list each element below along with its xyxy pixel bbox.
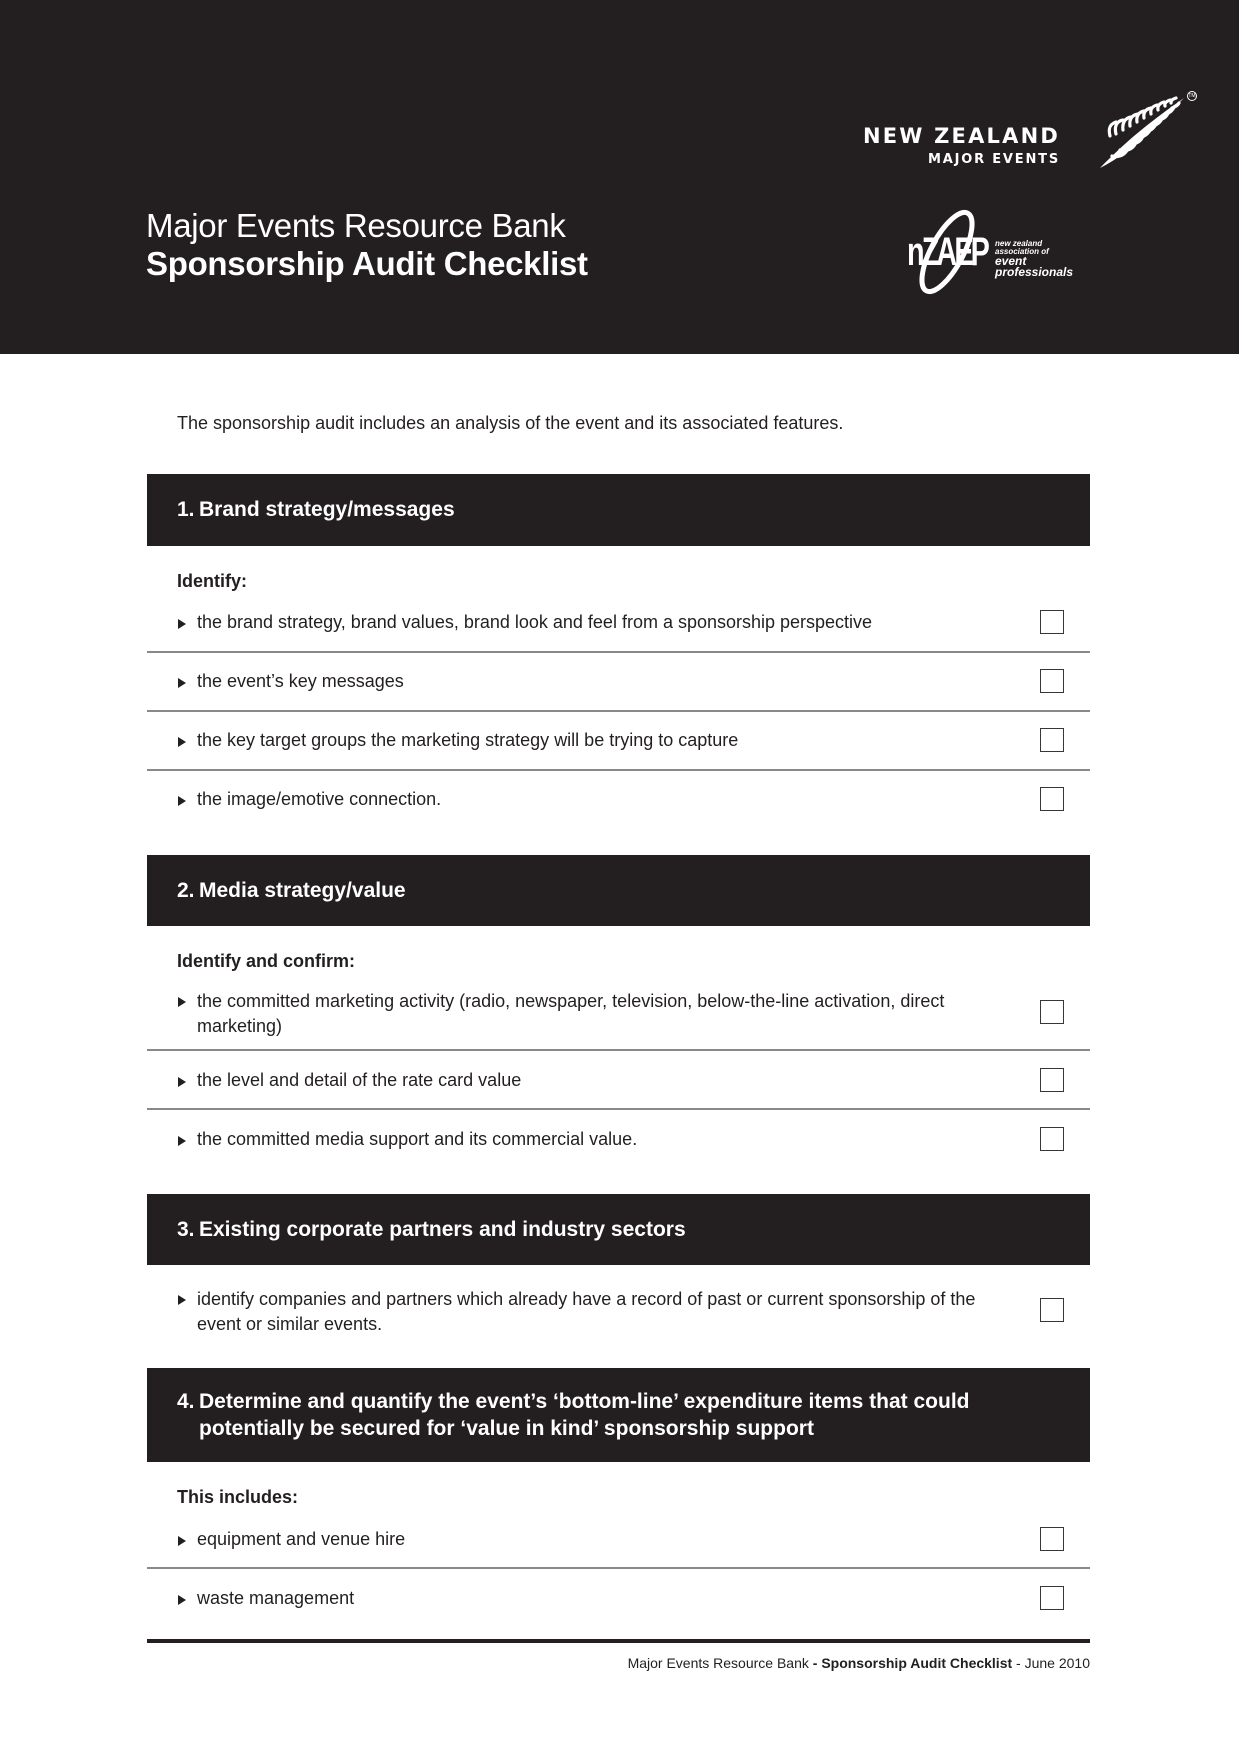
section-3-title — [177, 1216, 686, 1243]
section-4-number: 4. — [177, 1390, 195, 1413]
footer-document-title: - Sponsorship Audit Checklist — [808, 1655, 1013, 1671]
nzaep-big-text — [995, 256, 1073, 278]
nzaep-letters: nZAEP — [907, 230, 988, 274]
section-4-header — [147, 1368, 1090, 1462]
footer-text — [628, 1655, 1090, 1671]
footer-resource-bank: Major Events Resource Bank — [627, 1655, 809, 1671]
item-text: the committed marketing activity (radio, newspaper, television, below-the-line activation, direct marketing) — [197, 991, 945, 1036]
item-text: the committed media support and its commercial value. — [197, 1129, 638, 1149]
item-checkbox[interactable] — [1040, 1298, 1064, 1322]
intro-text: The sponsorship audit includes an analysis of the event and its associated features. — [177, 413, 844, 433]
divider — [147, 710, 1090, 712]
silver-fern-icon — [1098, 92, 1188, 172]
triangle-bullet-icon — [178, 1136, 186, 1146]
item-checkbox[interactable] — [1040, 1586, 1064, 1610]
document-title: Sponsorship Audit Checklist — [146, 245, 588, 282]
item-text: waste management — [197, 1588, 355, 1608]
trademark-icon: TM — [1188, 93, 1196, 99]
nz-logo-name: NEW ZEALAND — [862, 124, 1060, 148]
triangle-bullet-icon — [178, 1536, 186, 1546]
divider — [147, 1567, 1090, 1569]
divider — [147, 1108, 1090, 1110]
item-text: the brand strategy, brand values, brand look and feel from a sponsorship perspective — [197, 612, 873, 632]
section-2-header — [147, 855, 1090, 926]
item-checkbox[interactable] — [1040, 1527, 1064, 1551]
triangle-bullet-icon — [178, 619, 186, 629]
section-1-header — [147, 474, 1090, 546]
section-4-title-line-2: potentially be secured for ‘value in kind’ sponsorship support — [199, 1417, 814, 1440]
item-checkbox[interactable] — [1040, 669, 1064, 693]
triangle-bullet-icon — [178, 737, 186, 747]
triangle-bullet-icon — [178, 796, 186, 806]
section-1-title — [177, 496, 455, 523]
section-4-title-line-1: Determine and quantify the event’s ‘bottom-line’ expenditure items that could — [199, 1390, 970, 1413]
nzaep-line-3: event — [995, 254, 1027, 268]
item-text: equipment and venue hire — [197, 1529, 406, 1549]
section-1-subhead: Identify: — [177, 571, 247, 591]
section-1-number: 1. — [177, 498, 195, 521]
nz-major-events-logo — [862, 88, 1210, 178]
section-3-header — [147, 1194, 1090, 1265]
item-text: identify companies and partners which already have a record of past or current sponsorship of the event or similar events. — [197, 1289, 976, 1334]
section-3-number: 3. — [177, 1218, 195, 1241]
item-checkbox[interactable] — [1040, 1068, 1064, 1092]
item-checkbox[interactable] — [1040, 610, 1064, 634]
item-text: the key target groups the marketing strategy will be trying to capture — [197, 730, 739, 750]
item-checkbox[interactable] — [1040, 728, 1064, 752]
page-header — [0, 0, 1239, 354]
item-checkbox[interactable] — [1040, 787, 1064, 811]
item-text: the image/emotive connection. — [197, 789, 442, 809]
item-checkbox[interactable] — [1040, 1127, 1064, 1151]
nz-logo-sub: MAJOR EVENTS — [928, 152, 1060, 167]
section-2-number: 2. — [177, 879, 195, 902]
item-text: the level and detail of the rate card value — [197, 1070, 522, 1090]
section-3-title-text: Existing corporate partners and industry sectors — [199, 1218, 686, 1241]
section-1-title-text: Brand strategy/messages — [199, 498, 455, 521]
item-checkbox[interactable] — [1040, 1000, 1064, 1024]
nzaep-line-1: new zealand — [995, 239, 1043, 248]
triangle-bullet-icon — [178, 678, 186, 688]
section-2-title — [177, 877, 406, 904]
triangle-bullet-icon — [178, 1595, 186, 1605]
divider — [147, 1049, 1090, 1051]
section-4-subhead: This includes: — [177, 1487, 299, 1507]
section-2-subhead: Identify and confirm: — [177, 951, 356, 971]
triangle-bullet-icon — [178, 1295, 186, 1305]
section-4-title — [177, 1388, 970, 1442]
divider — [147, 769, 1090, 771]
nzaep-line-2: association of — [995, 247, 1049, 256]
nzaep-logo — [903, 206, 1093, 298]
triangle-bullet-icon — [178, 1077, 186, 1087]
nzaep-line-4: professionals — [995, 265, 1074, 279]
footer-date: - June 2010 — [1012, 1655, 1090, 1671]
resource-bank-title: Major Events Resource Bank — [146, 207, 566, 244]
triangle-bullet-icon — [178, 997, 186, 1007]
footer-rule — [147, 1639, 1090, 1643]
item-text: the event’s key messages — [197, 671, 404, 691]
divider — [147, 651, 1090, 653]
section-2-title-text: Media strategy/value — [199, 879, 406, 902]
